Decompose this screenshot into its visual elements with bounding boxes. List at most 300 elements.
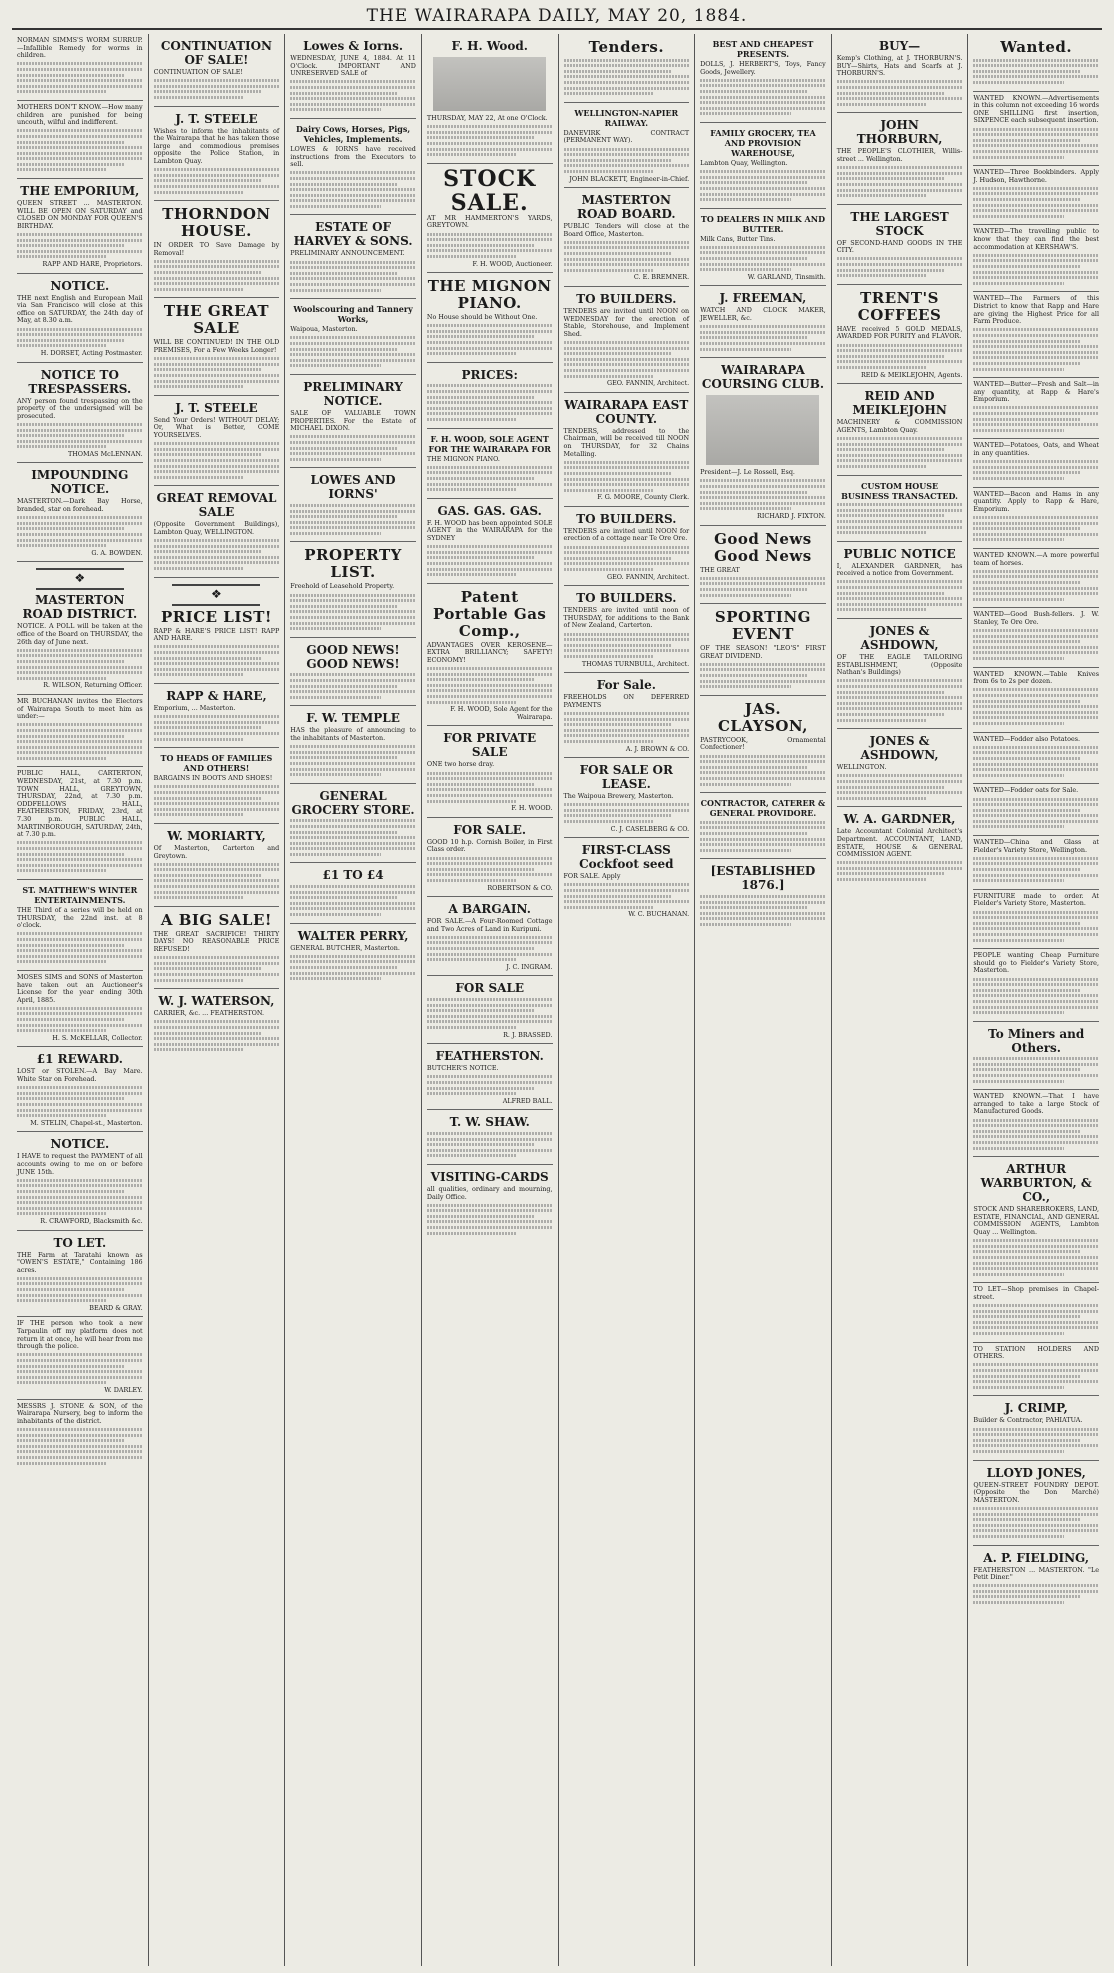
ad-heading: TO BUILDERS. [576, 292, 677, 307]
body-text-lines [427, 857, 553, 882]
body-text-lines [427, 772, 553, 803]
body-text-lines [837, 774, 963, 799]
ad-signature: REID & MEIKLEJOHN, Agents. [860, 370, 963, 379]
body-text-lines [290, 171, 416, 208]
advertisement [427, 363, 553, 429]
ad-heading: PUBLIC NOTICE [843, 546, 956, 561]
ad-body-text: LOST or STOLEN.—A Bay Mare. White Star on Forehead. [17, 1067, 143, 1084]
body-text-lines [564, 461, 690, 492]
column-2 [149, 34, 286, 1966]
ad-heading: VISITING-CARDS [430, 1169, 549, 1184]
body-text-lines [17, 1007, 143, 1032]
ad-heading: PROPERTY LIST. [304, 546, 402, 582]
masthead-rule [12, 28, 1102, 30]
body-text-lines [17, 1353, 143, 1384]
advertisement [564, 673, 690, 758]
body-text-lines [973, 406, 1099, 431]
advertisement [17, 695, 143, 768]
ad-signature: THOMAS TURNBULL, Architect. [581, 659, 690, 668]
ad-heading: FEATHERSTON. [435, 1049, 544, 1064]
advertisement [837, 729, 963, 807]
advertisement [973, 488, 1099, 549]
ad-signature: RAPP AND HARE, Proprietors. [42, 260, 143, 268]
ad-signature: C. J. CASELBERG & CO. [610, 824, 690, 833]
ad-body-text: WEDNESDAY, JUNE 4, 1884. At 11 O'Clock. IMPORTANT AND UNRESERVED SALE of [290, 54, 416, 78]
advertisement [973, 1343, 1099, 1397]
body-text-lines [973, 911, 1099, 942]
ad-heading: F. W. TEMPLE [306, 711, 400, 726]
ad-heading: TRENT'S COFFEES [857, 288, 942, 324]
ad-heading: F. H. WOOD, SOLE AGENT FOR THE WAIRARAPA FOR [428, 433, 551, 454]
ad-heading: £1 TO £4 [322, 868, 384, 883]
ad-body-text: Waipoua, Masterton. [290, 325, 358, 334]
advertisement [427, 976, 553, 1044]
ad-heading: A BARGAIN. [448, 902, 531, 917]
advertisement [17, 34, 143, 101]
ad-body-text: MACHINERY & COMMISSION AGENTS, Lambton Quay. [836, 418, 963, 434]
advertisement [154, 578, 280, 684]
ad-heading: LOWES AND IORNS' [310, 473, 396, 502]
ad-body-text: ADVANTAGES OVER KEROSENE— EXTRA BRILLIANCY; SAFETY! ECONOMY! [426, 640, 553, 664]
ad-heading: J. FREEMAN, [719, 291, 807, 306]
advertisement [700, 859, 826, 932]
ad-heading: REID AND MEIKLEJOHN [852, 389, 947, 418]
ad-signature: F. G. MOORE, County Clerk. [597, 493, 690, 502]
body-text-lines [154, 1020, 280, 1051]
body-text-lines [837, 344, 963, 369]
ad-heading: GOOD NEWS! GOOD NEWS! [306, 642, 400, 671]
ad-body-text: LOWES & IORNS have received instructions from the Executors to sell. [290, 144, 416, 169]
advertisement [17, 179, 143, 274]
ad-body-text: (Opposite Government Buildings), Lambton Quay, WELLINGTON. [153, 520, 280, 536]
ad-body-text: TENDERS are invited until NOON for erection of a cottage near Te Ore Ore. [563, 526, 690, 543]
body-text-lines [290, 80, 416, 111]
ad-body-text: WELLINGTON. [836, 763, 887, 772]
body-text-lines [427, 1132, 553, 1157]
advertisement [17, 1047, 143, 1132]
ad-heading: TO LET. [53, 1235, 107, 1250]
ad-body-text: THURSDAY, MAY 22, At one O'Clock. [426, 114, 548, 122]
ad-body-text: OF THE SEASON! "LEO'S" FIRST GREAT DIVIDEND. [700, 644, 826, 660]
ad-body-text: WANTED KNOWN.—A more powerful team of horses. [973, 550, 1099, 567]
advertisement [700, 286, 826, 358]
ad-heading: JONES & ASHDOWN, [860, 624, 939, 653]
ad-heading: WALTER PERRY, [297, 928, 409, 943]
advertisement [17, 101, 143, 179]
ad-heading: PRICES: [461, 367, 518, 382]
advertisement [154, 201, 280, 298]
ad-body-text: THE GREAT [700, 565, 740, 574]
ad-heading: ESTATE OF HARVEY & SONS. [293, 220, 413, 249]
advertisement [290, 375, 416, 468]
advertisement [17, 1400, 143, 1472]
ad-body-text: No House should be Without One. [426, 313, 538, 322]
body-text-lines [290, 504, 416, 535]
ad-signature: C. E. BREMNER. [633, 273, 690, 282]
ad-heading: T. W. SHAW. [449, 1115, 530, 1130]
ad-heading: JAS. CLAYSON, [717, 699, 808, 735]
column-3 [285, 34, 422, 1966]
body-text-lines [427, 545, 553, 576]
advertisement [290, 638, 416, 707]
advertisement [290, 784, 416, 864]
ad-heading: [ESTABLISHED 1876.] [710, 864, 816, 893]
ad-heading: Wanted. [1000, 38, 1073, 56]
ad-body-text: THE Farm at Taratahi known as "OWEN'S ESTATE," Containing 186 acres. [17, 1250, 143, 1274]
body-text-lines [973, 516, 1099, 541]
ad-heading: GAS. GAS. GAS. [437, 503, 542, 518]
ad-body-text: Emporium, ... Masterton. [153, 704, 236, 712]
body-text-lines [973, 1119, 1099, 1150]
ad-signature: THOMAS McLENNAN. [67, 449, 143, 458]
ad-heading: J. CRIMP, [1004, 1401, 1068, 1416]
advertisement [564, 34, 690, 103]
ad-body-text: HAVE received 5 GOLD MEDALS, AWARDED FOR PURITY and FLAVOR. [836, 324, 963, 341]
ad-heading: THE MIGNON PIANO. [427, 277, 552, 313]
ad-body-text: CONTINUATION OF SALE! [153, 68, 244, 76]
advertisement [700, 526, 826, 605]
advertisement [154, 684, 280, 748]
ad-heading: For Sale. [596, 678, 656, 693]
masthead: THE WAIRARAPA DAILY, MAY 20, 1884. [366, 6, 748, 26]
body-text-lines [973, 857, 1099, 882]
advertisement [564, 188, 690, 287]
ad-body-text: RAPP & HARE'S PRICE LIST! RAPP AND HARE. [153, 626, 280, 643]
body-text-lines [564, 803, 690, 823]
body-text-lines [700, 821, 826, 852]
body-text-lines [17, 423, 143, 448]
ad-signature: G. A. BOWDEN. [91, 548, 143, 557]
ad-heading: FOR SALE [455, 981, 525, 996]
advertisement [973, 733, 1099, 785]
ad-body-text: Send Your Orders! WITHOUT DELAY; Or, What is Better, COME YOURSELVES. [153, 415, 280, 439]
ad-body-text: OF THE EAGLE TAILORING ESTABLISHMENT, (Opposite Nathan's Buildings) [836, 653, 963, 677]
advertisement [837, 384, 963, 475]
ad-body-text: QUEEN-STREET FOUNDRY DEPOT. (Opposite the Don Marché) MASTERTON. [973, 1480, 1099, 1504]
advertisement [427, 1165, 553, 1241]
body-text-lines [17, 516, 143, 547]
ad-heading: JOHN THORBURN, [856, 118, 943, 147]
columns-container [12, 34, 1104, 1966]
ad-body-text: NOTICE. A POLL will be taken at the office of the Board on THURSDAY, the 26th day of June next. [17, 622, 143, 646]
body-text-lines [154, 357, 280, 388]
ad-body-text: WANTED—Butter—Fresh and Salt—in any quantity, at Rapp & Hare's Emporium. [973, 380, 1099, 404]
ad-body-text: WANTED KNOWN.—Table Knives from 6s to 2s per dozen. [973, 669, 1099, 686]
advertisement [290, 119, 416, 216]
body-text-lines [973, 978, 1099, 1015]
advertisement [973, 1157, 1099, 1283]
advertisement [700, 793, 826, 859]
advertisement [837, 807, 963, 887]
advertisement [154, 486, 280, 577]
advertisement [290, 34, 416, 119]
ad-signature: J. C. INGRAM. [506, 962, 553, 971]
ad-body-text: I, ALEXANDER GARDNER, has received a notice from Government. [836, 561, 963, 578]
advertisement [837, 476, 963, 542]
advertisement [427, 726, 553, 817]
body-text-lines [17, 1428, 143, 1465]
ad-body-text: all qualities, ordinary and mourning, Daily Office. [426, 1184, 553, 1201]
ad-heading: PRELIMINARY NOTICE. [303, 379, 403, 408]
ad-body-text: PRELIMINARY ANNOUNCEMENT. [290, 249, 405, 258]
body-text-lines [154, 79, 280, 99]
ad-body-text: WILL BE CONTINUED! IN THE OLD PREMISES, For a Few Weeks Longer! [153, 338, 280, 355]
ad-heading: Woolscouring and Tannery Works, [293, 304, 413, 325]
body-text-lines [700, 895, 826, 926]
ad-heading: CUSTOM HOUSE BUSINESS TRANSACTED. [841, 480, 958, 501]
ad-body-text: WANTED KNOWN.—That I have arranged to take a large Stock of Manufactured Goods. [973, 1092, 1099, 1116]
body-text-lines [17, 932, 143, 963]
ad-heading: J. T. STEELE [175, 111, 258, 126]
advertisement [837, 113, 963, 204]
engraving-illustration [433, 57, 546, 111]
advertisement [427, 584, 553, 727]
advertisement [973, 292, 1099, 378]
body-text-lines [564, 712, 690, 743]
ad-body-text: TO LET—Shop premises in Chapel-street. [973, 1285, 1099, 1301]
body-text-lines [17, 1277, 143, 1302]
advertisement [973, 836, 1099, 890]
ad-heading: THE GREAT SALE [163, 302, 270, 338]
ad-body-text: FURNITURE made to order. At Fielder's Variety Store, Masterton. [973, 891, 1099, 908]
ad-signature: W. GARLAND, Tinsmith. [747, 272, 826, 281]
ad-heading: ARTHUR WARBURTON, & CO., [980, 1162, 1092, 1205]
body-text-lines [290, 885, 416, 916]
advertisement [154, 824, 280, 907]
body-text-lines [17, 649, 143, 680]
ad-heading: Tenders. [588, 38, 665, 56]
body-text-lines [564, 633, 690, 658]
ad-body-text: Milk Cans, Butter Tins. [700, 234, 776, 243]
ad-body-text: DANEVIRK CONTRACT (PERMANENT WAY). [563, 128, 690, 145]
body-text-lines [700, 246, 826, 271]
ad-body-text: THE MIGNON PIANO. [426, 454, 500, 463]
ad-body-text: I HAVE to request the PAYMENT of all accounts owing to me on or before JUNE 15th. [17, 1152, 143, 1176]
ad-heading: W. J. WATERSON, [158, 994, 275, 1009]
ad-heading: TO BUILDERS. [576, 591, 677, 606]
body-text-lines [973, 1363, 1099, 1388]
ad-body-text: TENDERS, addressed to the Chairman, will be received till NOON on THURSDAY, for 32 Chains Metalling. [563, 426, 690, 458]
ad-body-text: CARRIER, &c. ... FEATHERSTON. [153, 1009, 265, 1018]
advertisement [973, 1461, 1099, 1546]
body-text-lines [17, 233, 143, 258]
ad-body-text: THE next English and European Mail via San Francisco will close at this office on SATURDAY, the 24th day of May, at 8.30 a.m. [17, 293, 143, 325]
body-text-lines [564, 883, 690, 908]
ad-signature: H. DORSET, Acting Postmaster. [40, 348, 143, 357]
column-7 [832, 34, 969, 1966]
body-text-lines [973, 1239, 1099, 1276]
body-text-lines [154, 863, 280, 900]
advertisement [973, 225, 1099, 292]
ad-body-text: DOLLS, J. HERBERT'S, Toys, Fancy Goods, Jewellery. [700, 60, 826, 76]
body-text-lines [427, 384, 553, 421]
ad-heading: THE LARGEST STOCK [850, 209, 949, 238]
body-text-lines [154, 785, 280, 816]
ad-heading: NOTICE. [50, 278, 110, 293]
body-text-lines [427, 466, 553, 491]
advertisement [17, 1231, 143, 1318]
body-text-lines [700, 325, 826, 350]
ad-signature: RICHARD J. FIXTON. [757, 511, 826, 520]
ad-heading: NOTICE TO TRESPASSERS. [28, 367, 132, 396]
body-text-lines [154, 715, 280, 740]
ad-body-text: ONE two horse dray. [426, 760, 495, 769]
ad-body-text: Kemp's Clothing, at J. THORBURN'S. BUY—Shirts, Hats and Scarfs at J. THORBURN'S. [836, 54, 963, 78]
ad-heading: GENERAL GROCERY STORE. [291, 788, 415, 817]
body-text-lines [427, 667, 553, 704]
ad-body-text: FOR SALE. Apply [563, 872, 621, 881]
ad-heading: BEST AND CHEAPEST PRESENTS. [712, 39, 814, 59]
body-text-lines [973, 328, 1099, 370]
advertisement [154, 107, 280, 202]
ad-body-text: FEATHERSTON ... MASTERTON. "Le Petit Diner." [973, 1565, 1099, 1582]
body-text-lines [427, 1204, 553, 1235]
ad-signature: H. S. McKELLAR, Collector. [52, 1033, 143, 1042]
ad-body-text: The Waipoua Brewery, Masterton. [563, 792, 674, 801]
advertisement [17, 971, 143, 1048]
column-5 [559, 34, 696, 1966]
ad-signature: GEO. FANNIN, Architect. [607, 379, 690, 388]
body-text-lines [973, 688, 1099, 725]
body-text-lines [973, 254, 1099, 285]
ad-body-text: TENDERS are invited until NOON on WEDNESDAY for the erection of Stable, Storehouse, and Implement Shed. [563, 307, 690, 338]
advertisement [973, 668, 1099, 733]
ad-heading: CONTINUATION OF SALE! [160, 39, 273, 67]
body-text-lines [973, 1584, 1099, 1604]
body-text-lines [564, 241, 690, 272]
advertisement [564, 758, 690, 838]
advertisement [154, 989, 280, 1058]
advertisement [973, 549, 1099, 608]
ad-body-text: WANTED—The Farmers of this District to know that Rapp and Hare are giving the Highest Price for all Farm Produce. [973, 294, 1099, 326]
ad-body-text: THE Third of a series will be held on THURSDAY, the 22nd inst. at 8 o'clock. [17, 905, 143, 930]
advertisement [154, 34, 280, 107]
ad-body-text: WATCH AND CLOCK MAKER, JEWELLER, &c. [700, 306, 826, 323]
ad-body-text: TO STATION HOLDERS AND OTHERS. [973, 1344, 1099, 1361]
ad-heading: STOCK SALE. [443, 165, 537, 216]
body-text-lines [973, 746, 1099, 777]
ad-signature: R. CRAWFORD, Blacksmith &c. [40, 1216, 143, 1225]
ad-signature: ALFRED BALL. [502, 1096, 553, 1105]
ad-heading: PRICE LIST! [160, 607, 272, 626]
body-text-lines [427, 125, 553, 156]
advertisement [973, 34, 1099, 92]
ad-heading: FOR SALE. [453, 822, 527, 837]
ad-body-text: MASTERTON.—Dark Bay Horse, branded, star on forehead. [17, 497, 143, 514]
ad-body-text: MOSES SIMS and SONS of Masterton have taken out an Auctioneer's License for the year ending 30th April, 1885. [17, 972, 143, 1004]
advertisement [154, 298, 280, 395]
advertisement [700, 123, 826, 209]
ad-heading: WELLINGTON-NAPIER RAILWAY. [574, 107, 679, 128]
ad-body-text: WANTED KNOWN.—Advertisements in this column not exceeding 16 words ONE SHILLING first insertion, SIXPENCE each subsequent insertion. [973, 93, 1099, 125]
advertisement [17, 463, 143, 562]
ornament-divider [172, 584, 260, 606]
body-text-lines [427, 233, 553, 258]
body-text-lines [837, 861, 963, 881]
ad-heading: NOTICE. [50, 1137, 110, 1152]
body-text-lines [154, 260, 280, 291]
ad-body-text: STOCK AND SHAREBROKERS, LAND, ESTATE, FINANCIAL, AND GENERAL COMMISSION AGENTS, Lambton Quay ... Wellington. [973, 1205, 1099, 1236]
body-text-lines [973, 1057, 1099, 1082]
advertisement [564, 287, 690, 393]
body-text-lines [973, 187, 1099, 218]
ad-body-text: PEOPLE wanting Cheap Furniture should go to Fielder's Variety Store, Masterton. [973, 951, 1099, 975]
ad-body-text: WANTED—Three Bookbinders. Apply J. Hudson, Hawthorne. [973, 168, 1099, 184]
ad-heading: WAIRARAPA COURSING CLUB. [701, 363, 825, 392]
advertisement [700, 604, 826, 696]
body-text-lines [290, 673, 416, 698]
ad-heading: THORNDON HOUSE. [162, 205, 271, 241]
ad-body-text: QUEEN STREET ... MASTERTON. WILL BE OPEN ON SATURDAY and CLOSED ON MONDAY FOR QUEEN'S BIRTHDAY. [17, 199, 143, 230]
ad-body-text: SALE OF VALUABLE TOWN PROPERTIES. For the Estate of MICHAEL DIXON. [290, 408, 416, 433]
advertisement [973, 166, 1099, 225]
body-text-lines [564, 59, 690, 96]
advertisement [837, 285, 963, 384]
advertisement [154, 907, 280, 989]
ad-signature: A. J. BROWN & CO. [625, 744, 690, 753]
ad-heading: A BIG SALE! [160, 910, 272, 929]
advertisement [973, 92, 1099, 167]
advertisement [837, 619, 963, 729]
ad-body-text: WANTED—China and Glass at Fielder's Variety Store, Wellington. [973, 838, 1099, 854]
advertisement [973, 890, 1099, 949]
ad-body-text: PUBLIC HALL, CARTERTON, WEDNESDAY, 21st, at 7.30 p.m. TOWN HALL, GREYTOWN, THURSDAY, 22nd, at 7.30 p.m. ODDFELLOWS HALL, FEATHERSTON, FRIDAY, 23rd, at 7.30 p.m. PUBLIC HALL, MARTINBOROUGH, SATURDAY, 24th, at 7.30 p.m. [17, 769, 143, 839]
body-text-lines [973, 460, 1099, 480]
ad-heading: FIRST-CLASS Cockfoot seed [579, 843, 674, 872]
advertisement [973, 1022, 1099, 1091]
body-text-lines [700, 577, 826, 597]
ad-heading: FOR SALE OR LEASE. [579, 763, 673, 792]
advertisement [427, 273, 553, 363]
ad-heading: Dairy Cows, Horses, Pigs, Vehicles, Implements. [295, 123, 411, 144]
body-text-lines [700, 479, 826, 510]
ad-body-text: HAS the pleasure of announcing to the inhabitants of Masterton. [290, 726, 416, 742]
advertisement [427, 1044, 553, 1110]
advertisement [290, 215, 416, 299]
advertisement [427, 897, 553, 976]
ad-signature: M. STELIN, Chapel-st., Masterton. [30, 1118, 143, 1127]
ad-body-text: WANTED—Fodder oats for Sale. [973, 786, 1079, 795]
ad-body-text: WANTED—The travelling public to know that they can find the best accommodation at KERSHAW'S. [973, 227, 1099, 251]
ad-signature: W. C. BUCHANAN. [628, 910, 690, 919]
advertisement [973, 378, 1099, 439]
ad-body-text: WANTED—Bacon and Hams in any quantity. Apply to Rapp & Hare, Emporium. [973, 489, 1099, 513]
ad-body-text: THE GREAT SACRIFICE! THIRTY DAYS! NO REASONABLE PRICE REFUSED! [153, 929, 280, 954]
body-text-lines [17, 129, 143, 171]
advertisement [154, 396, 280, 487]
ad-body-text: TENDERS are invited until noon of THURSDAY, for additions to the Bank of New Zealand, Carterton. [563, 606, 690, 630]
advertisement [973, 1546, 1099, 1611]
body-text-lines [290, 955, 416, 980]
ad-heading: RAPP & HARE, [166, 689, 267, 703]
body-text-lines [290, 261, 416, 292]
advertisement [427, 164, 553, 273]
body-text-lines [973, 570, 1099, 601]
body-text-lines [837, 257, 963, 277]
body-text-lines [17, 1179, 143, 1216]
advertisement [427, 818, 553, 897]
advertisement [290, 863, 416, 923]
ad-heading: Good News Good News [714, 529, 812, 565]
body-text-lines [17, 1086, 143, 1117]
body-text-lines [17, 841, 143, 872]
ad-heading: WAIRARAPA EAST COUNTY. [564, 397, 689, 426]
body-text-lines [564, 341, 690, 378]
body-text-lines [700, 663, 826, 688]
ad-body-text: Freehold of Leasehold Property. [290, 582, 395, 591]
ad-heading: £1 REWARD. [36, 1052, 123, 1067]
advertisement [837, 34, 963, 113]
